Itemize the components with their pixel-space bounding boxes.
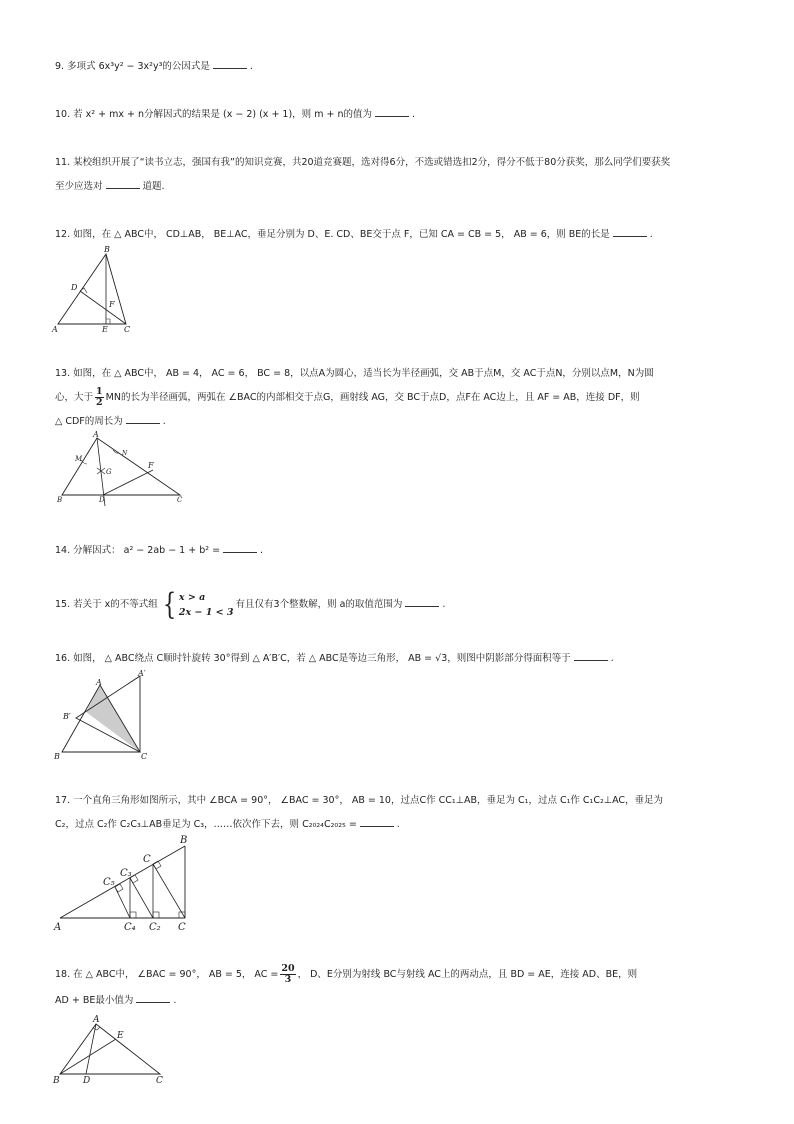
q13-line1: 13. 如图，在 △ ABC中， AB = 4， AC = 6， BC = 8，以点A为圆心，适当长为半径画弧，交 AB于点M，交 AC于点N，分别以点M，N为圆: [55, 368, 654, 379]
frac-num: 20: [281, 963, 295, 974]
fig17-label: C: [143, 854, 151, 865]
fig16-label: B: [54, 752, 60, 761]
q16-text: 16. 如图， △ ABC绕点 C顺时针旋转 30°得到 △ A′B′C，若 △ ABC是等边三角形， AB = √3，则图中阴影部分得面积等于: [55, 653, 571, 664]
inequality-system: [160, 586, 234, 622]
fig17-label: C: [178, 922, 186, 933]
q18-line1b: ， D、E分别为射线 BC与射线 AC上的两动点，且 BD = AE，连接 AD、BE，则: [297, 969, 638, 980]
q15-end: .: [442, 599, 446, 610]
q10-end: .: [411, 109, 415, 120]
fig17-label: B: [180, 835, 188, 846]
q13-line2: [55, 386, 654, 410]
answer-blank[interactable]: [613, 226, 647, 237]
fig16-label: B′: [63, 712, 71, 721]
q13-line3-text: △ CDF的周长为: [55, 416, 123, 427]
fig12-label: A: [52, 325, 58, 334]
q13-line2a: 心，大于: [55, 392, 94, 403]
fig18-label: C: [156, 1076, 163, 1086]
figure-12: [50, 244, 140, 334]
question-18: [55, 962, 637, 1014]
brace: {: [162, 586, 177, 622]
fig13-label: M: [75, 455, 83, 463]
fig16-label: A′: [138, 669, 146, 678]
q14-text: 14. 分解因式： a² − 2ab − 1 + b² =: [55, 545, 221, 556]
question-10: [55, 103, 415, 127]
fraction: [280, 964, 295, 985]
fig13-label: C: [177, 496, 183, 504]
answer-blank[interactable]: [405, 596, 439, 607]
fig18-label: D: [83, 1076, 91, 1086]
answer-blank[interactable]: [106, 178, 140, 189]
q18-line2: [55, 988, 637, 1014]
q18-line1: [55, 962, 637, 988]
answer-blank[interactable]: [574, 650, 608, 661]
question-15: [55, 586, 446, 622]
fig18-label: B: [53, 1076, 60, 1086]
q17-line1: 17. 一个直角三角形如图所示，其中 ∠BCA = 90°， ∠BAC = 30°， AB = 10，过点C作 CC₁⊥AB，垂足为 C₁，过点 C₁作 C₁C₂⊥AC，垂足为: [55, 795, 664, 806]
fig12-label: C: [124, 325, 131, 334]
q9-text: 9. 多项式 6x³y² − 3x²y³的公因式是: [55, 61, 210, 72]
answer-blank[interactable]: [213, 58, 247, 69]
q14-end: .: [260, 545, 264, 556]
fig13-label: N: [122, 450, 128, 457]
question-17: [55, 789, 663, 837]
figure-16: [52, 668, 162, 764]
figure-17: [52, 832, 202, 936]
fig12-label: B: [104, 245, 110, 254]
fig13-label: A: [93, 430, 99, 439]
question-9: [55, 55, 253, 79]
frac-den: 3: [284, 974, 292, 985]
q13-end: .: [162, 416, 166, 427]
fig18-label: A: [93, 1015, 100, 1025]
q11-line2: [55, 175, 670, 199]
q17-line2-text: C₂，过点 C₂作 C₂C₃⊥AB垂足为 C₃，……依次作下去，则 C₂₀₂₄C₂₀₂₅ =: [55, 819, 357, 830]
question-13: [55, 362, 654, 434]
answer-blank[interactable]: [136, 992, 170, 1003]
q18-line2-text: AD + BE最小值为: [55, 995, 134, 1006]
q9-end: .: [249, 61, 253, 72]
fraction: [95, 387, 104, 408]
question-12: [55, 223, 653, 247]
fig12-label: E: [102, 325, 108, 334]
fig17-label: A: [54, 922, 62, 933]
answer-blank[interactable]: [360, 816, 394, 827]
fig13-label: G: [106, 468, 112, 476]
answer-blank[interactable]: [375, 106, 409, 117]
fig16-label: C: [141, 752, 148, 761]
q12-text: 12. 如图，在 △ ABC中， CD⊥AB， BE⊥AC，垂足分别为 D、E. CD、BE交于点 F，已知 CA = CB = 5， AB = 6，则 BE的长是: [55, 229, 610, 240]
q13-line2b: MN的长为半径画弧，两弧在 ∠BAC的内部相交于点G，画射线 AG，交 BC于点D，点F在 AC边上，且 AF = AB，连接 DF，则: [105, 392, 640, 403]
q17-end: .: [396, 819, 400, 830]
answer-blank[interactable]: [126, 413, 160, 424]
figure-18: [50, 1012, 175, 1088]
q11-line2-text: 至少应选对: [55, 181, 103, 192]
fig17-label: C₅: [103, 877, 115, 888]
q16-end: .: [610, 653, 614, 664]
fig18-label: E: [117, 1031, 124, 1041]
q18-end: .: [173, 995, 177, 1006]
frac-num: 1: [96, 386, 103, 397]
q10-text: 10. 若 x² + mx + n分解因式的结果是 (x − 2) (x + 1)，则 m + n的值为: [55, 109, 372, 120]
q11-line2-end: 道题.: [142, 181, 165, 192]
fig13-label: F: [148, 461, 154, 470]
fig12-label: D: [71, 283, 78, 292]
fig13-label: D: [99, 496, 105, 504]
answer-blank[interactable]: [223, 542, 257, 553]
figure-13: [55, 430, 190, 508]
q15-pre: 15. 若关于 x的不等式组: [55, 599, 158, 610]
q12-end: .: [649, 229, 653, 240]
fig17-label: C₃: [120, 868, 132, 879]
fig13-label: B: [57, 496, 63, 504]
question-14: [55, 539, 263, 563]
q15-post: 有且仅有3个整数解，则 a的取值范围为: [235, 599, 403, 610]
ineq-row1: x > a: [178, 591, 206, 603]
frac-den: 2: [96, 397, 103, 408]
q18-line1a: 18. 在 △ ABC中， ∠BAC = 90°， AB = 5， AC =: [55, 969, 279, 980]
fig17-label: C₂: [149, 922, 161, 933]
fig17-label: C₄: [124, 922, 136, 933]
fig16-label: A: [96, 678, 102, 687]
q11-line1: 11. 某校组织开展了“读书立志，强国有我”的知识竞赛，共20道竞赛题，选对得6分，不选或错选扣2分，得分不低于80分获奖，那么同学们要获奖: [55, 157, 671, 168]
ineq-row2: 2x − 1 < 3: [178, 606, 234, 618]
fig12-label: F: [109, 300, 115, 309]
question-11: [55, 151, 670, 199]
